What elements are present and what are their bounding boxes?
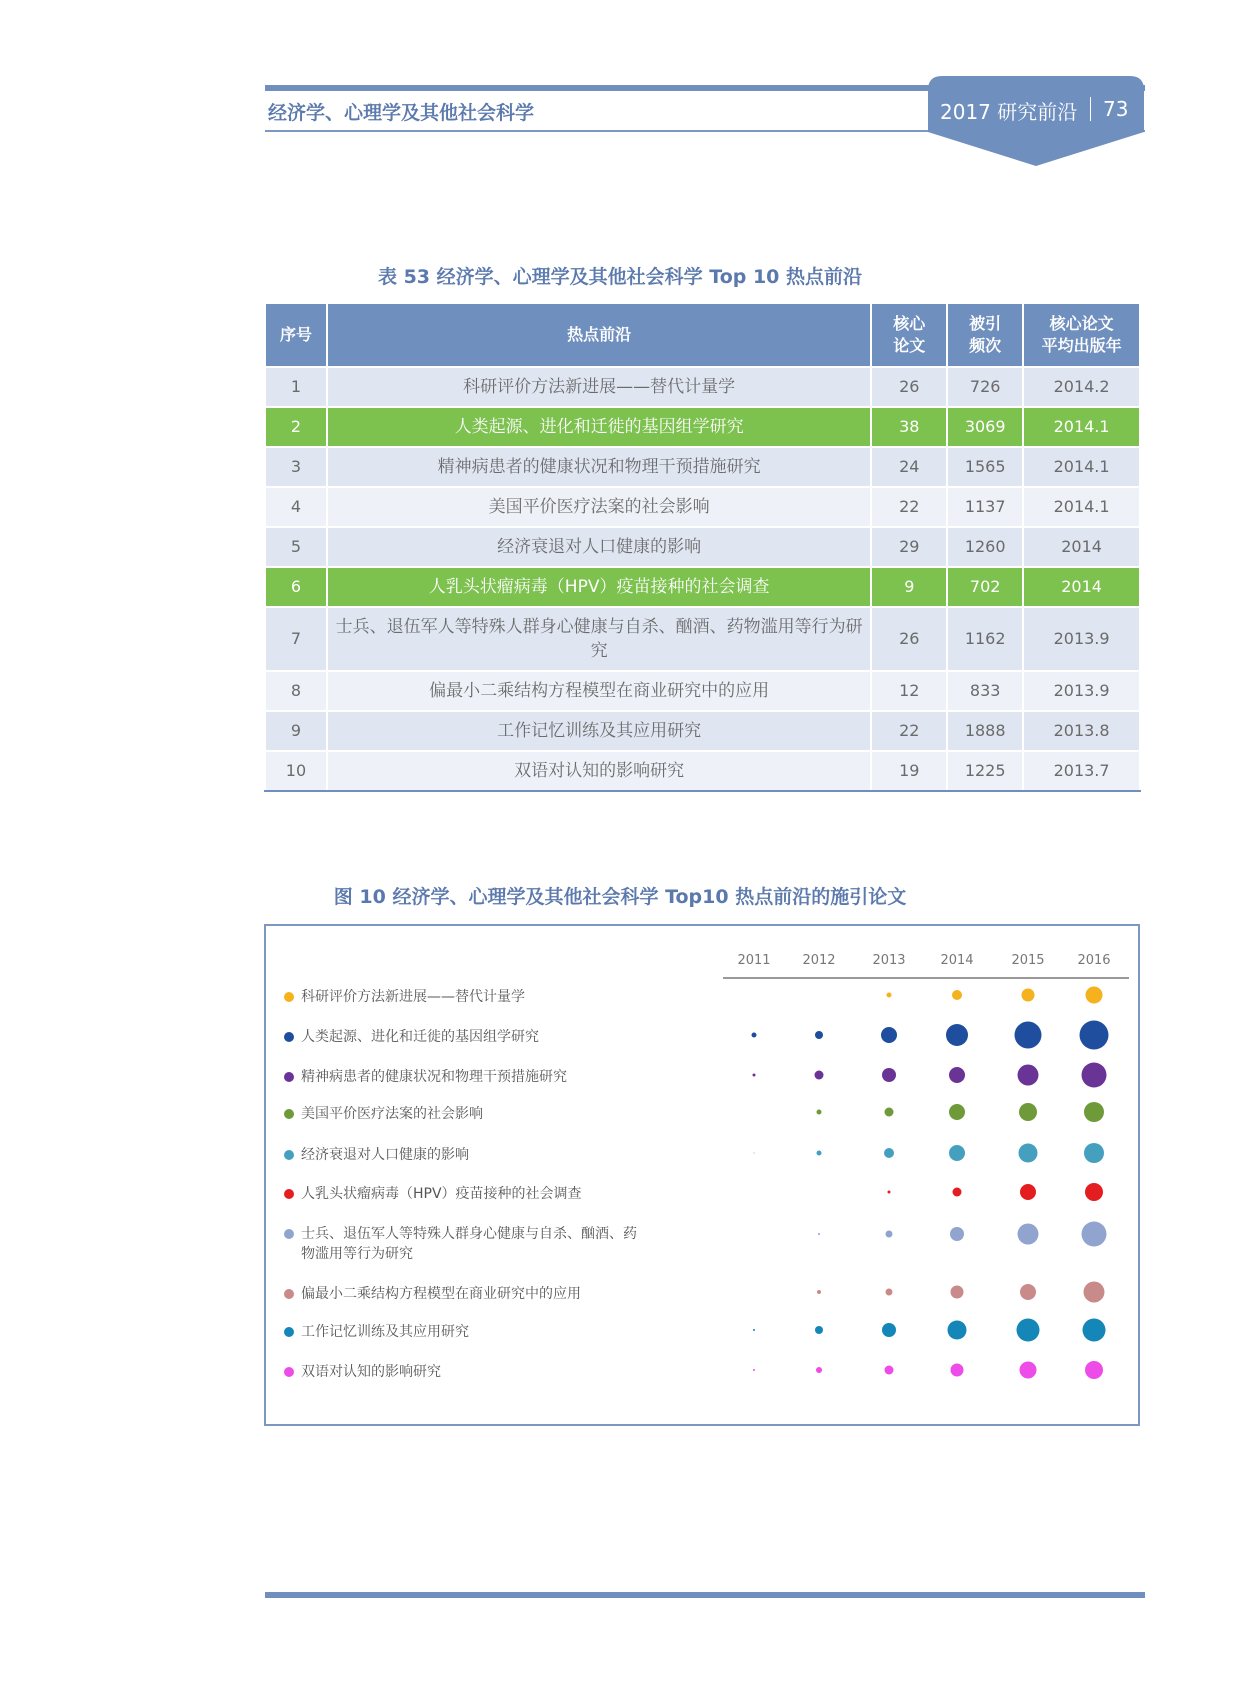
cell-year: 2014 bbox=[1023, 527, 1140, 567]
cell-cited: 1260 bbox=[947, 527, 1023, 567]
bubble-point bbox=[1084, 1143, 1104, 1163]
legend-dot bbox=[284, 1072, 294, 1082]
cell-front: 人乳头状瘤病毒（HPV）疫苗接种的社会调查 bbox=[327, 567, 871, 607]
cell-year: 2014.1 bbox=[1023, 407, 1140, 447]
bubble-point bbox=[888, 1191, 891, 1194]
legend-dot bbox=[284, 1150, 294, 1160]
legend-label: 双语对认知的影响研究 bbox=[301, 1364, 441, 1380]
legend-label: 经济衰退对人口健康的影响 bbox=[301, 1147, 469, 1163]
bubble-point bbox=[1084, 1102, 1104, 1122]
cell-cited: 3069 bbox=[947, 407, 1023, 447]
cell-core: 24 bbox=[871, 447, 947, 487]
cell-year: 2014 bbox=[1023, 567, 1140, 607]
bubble-point bbox=[881, 1027, 897, 1043]
col-header-cited: 被引 频次 bbox=[947, 303, 1023, 367]
bubble-point bbox=[951, 1364, 964, 1377]
bubble-point bbox=[950, 1227, 964, 1241]
cell-front: 双语对认知的影响研究 bbox=[327, 751, 871, 791]
cell-index: 3 bbox=[265, 447, 327, 487]
cell-front: 人类起源、进化和迁徙的基因组学研究 bbox=[327, 407, 871, 447]
col-header-core: 核心 论文 bbox=[871, 303, 947, 367]
bubble-point bbox=[1018, 1224, 1039, 1245]
cell-front: 美国平价医疗法案的社会影响 bbox=[327, 487, 871, 527]
year-axis-line bbox=[723, 977, 1129, 979]
bubble-point bbox=[1020, 1284, 1036, 1300]
table-header-row bbox=[265, 303, 1140, 367]
bubble-point bbox=[949, 1145, 965, 1161]
cell-cited: 833 bbox=[947, 671, 1023, 711]
cell-index: 10 bbox=[265, 751, 327, 791]
cell-core: 9 bbox=[871, 567, 947, 607]
bubble-point bbox=[815, 1071, 824, 1080]
legend-label: 美国平价医疗法案的社会影响 bbox=[301, 1106, 483, 1122]
cell-year: 2014.2 bbox=[1023, 367, 1140, 407]
legend-label: 人乳头状瘤病毒（HPV）疫苗接种的社会调查 bbox=[301, 1186, 582, 1202]
table-row bbox=[265, 447, 1140, 487]
legend-item bbox=[284, 1027, 724, 1047]
bubble-point bbox=[1020, 1362, 1037, 1379]
bubble-point bbox=[753, 1329, 755, 1331]
bubble-point bbox=[817, 1151, 822, 1156]
report-label: 2017 研究前沿 bbox=[940, 100, 1078, 124]
cell-core: 12 bbox=[871, 671, 947, 711]
cell-index: 9 bbox=[265, 711, 327, 751]
bubble-point bbox=[752, 1033, 757, 1038]
legend-dot bbox=[284, 1109, 294, 1119]
bubble-point bbox=[1082, 1063, 1107, 1088]
bubble-point bbox=[885, 1108, 894, 1117]
bubble-point bbox=[1018, 1065, 1039, 1086]
cell-index: 7 bbox=[265, 607, 327, 671]
footer-rule bbox=[265, 1592, 1145, 1598]
legend-dot bbox=[284, 1189, 294, 1199]
cell-index: 4 bbox=[265, 487, 327, 527]
bubble-point bbox=[815, 1326, 823, 1334]
bubble-point bbox=[753, 1369, 755, 1371]
legend-item bbox=[284, 1322, 724, 1342]
legend-label: 精神病患者的健康状况和物理干预措施研究 bbox=[301, 1069, 567, 1085]
cell-cited: 1162 bbox=[947, 607, 1023, 671]
bubble-point bbox=[1022, 989, 1035, 1002]
bubble-point bbox=[817, 1110, 822, 1115]
cell-year: 2014.1 bbox=[1023, 447, 1140, 487]
legend-label: 工作记忆训练及其应用研究 bbox=[301, 1324, 469, 1340]
cell-year: 2013.7 bbox=[1023, 751, 1140, 791]
bubble-point bbox=[953, 1188, 962, 1197]
legend-item bbox=[284, 1067, 724, 1087]
cell-cited: 1225 bbox=[947, 751, 1023, 791]
bubble-point bbox=[946, 1024, 968, 1046]
bubble-point bbox=[882, 1323, 896, 1337]
col-header-year: 核心论文 平均出版年 bbox=[1023, 303, 1140, 367]
bubble-point bbox=[1086, 987, 1103, 1004]
legend-item bbox=[284, 1362, 724, 1382]
col-header-index: 序号 bbox=[265, 303, 327, 367]
cell-index: 5 bbox=[265, 527, 327, 567]
bubble-point bbox=[1080, 1021, 1109, 1050]
table-row bbox=[265, 751, 1140, 791]
cell-core: 26 bbox=[871, 367, 947, 407]
legend-dot bbox=[284, 1229, 294, 1239]
legend-dot bbox=[284, 992, 294, 1002]
cell-front: 士兵、退伍军人等特殊人群身心健康与自杀、酗酒、药物滥用等行为研究 bbox=[327, 607, 871, 671]
table-row bbox=[265, 567, 1140, 607]
legend-label: 偏最小二乘结构方程模型在商业研究中的应用 bbox=[301, 1286, 581, 1302]
table-row bbox=[265, 487, 1140, 527]
bubble-point bbox=[1019, 1144, 1038, 1163]
cell-year: 2014.1 bbox=[1023, 487, 1140, 527]
cell-core: 26 bbox=[871, 607, 947, 671]
table-row bbox=[265, 711, 1140, 751]
cell-core: 22 bbox=[871, 711, 947, 751]
year-tick-label: 2015 bbox=[1011, 953, 1045, 968]
bubble-point bbox=[817, 1290, 821, 1294]
bubble-point bbox=[1085, 1361, 1103, 1379]
cell-core: 38 bbox=[871, 407, 947, 447]
cell-cited: 726 bbox=[947, 367, 1023, 407]
legend-dot bbox=[284, 1032, 294, 1042]
figure-caption: 图 10 经济学、心理学及其他社会科学 Top10 热点前沿的施引论文 bbox=[333, 886, 907, 908]
cell-front: 精神病患者的健康状况和物理干预措施研究 bbox=[327, 447, 871, 487]
bubble-point bbox=[1084, 1282, 1105, 1303]
legend-label: 科研评价方法新进展——替代计量学 bbox=[301, 989, 525, 1005]
cell-core: 29 bbox=[871, 527, 947, 567]
bubble-point bbox=[1015, 1022, 1042, 1049]
bubble-point bbox=[1017, 1319, 1040, 1342]
bubble-point bbox=[1019, 1103, 1037, 1121]
cell-front: 经济衰退对人口健康的影响 bbox=[327, 527, 871, 567]
col-header-front: 热点前沿 bbox=[327, 303, 871, 367]
cell-index: 2 bbox=[265, 407, 327, 447]
bubble-point bbox=[816, 1367, 822, 1373]
legend-dot bbox=[284, 1367, 294, 1377]
legend-item bbox=[284, 1224, 724, 1268]
table-row bbox=[265, 407, 1140, 447]
legend-item bbox=[284, 987, 724, 1007]
cell-year: 2013.8 bbox=[1023, 711, 1140, 751]
bubble-point bbox=[1020, 1184, 1036, 1200]
year-tick-label: 2012 bbox=[802, 953, 836, 968]
cell-year: 2013.9 bbox=[1023, 607, 1140, 671]
bubble-point bbox=[949, 1067, 965, 1083]
legend-label: 人类起源、进化和迁徙的基因组学研究 bbox=[301, 1029, 539, 1045]
cell-cited: 1137 bbox=[947, 487, 1023, 527]
bubble-point bbox=[754, 1153, 755, 1154]
table-row bbox=[265, 527, 1140, 567]
legend-item bbox=[284, 1145, 724, 1165]
bubble-point bbox=[1085, 1183, 1103, 1201]
year-tick-label: 2013 bbox=[872, 953, 906, 968]
bubble-point bbox=[886, 1289, 893, 1296]
legend-dot bbox=[284, 1327, 294, 1337]
bubble-point bbox=[882, 1068, 896, 1082]
section-title: 经济学、心理学及其他社会科学 bbox=[268, 102, 535, 124]
bubble-point bbox=[815, 1031, 823, 1039]
table-caption: 表 53 经济学、心理学及其他社会科学 Top 10 热点前沿 bbox=[377, 266, 863, 288]
year-tick-label: 2014 bbox=[940, 953, 974, 968]
cell-year: 2013.9 bbox=[1023, 671, 1140, 711]
tab-separator bbox=[1090, 97, 1091, 121]
cell-cited: 1565 bbox=[947, 447, 1023, 487]
legend-item bbox=[284, 1284, 724, 1304]
legend-item bbox=[284, 1184, 724, 1204]
bubble-point bbox=[948, 1321, 967, 1340]
year-tick-label: 2011 bbox=[737, 953, 771, 968]
bubble-point bbox=[952, 990, 962, 1000]
bubble-point bbox=[1082, 1222, 1107, 1247]
bubble-point bbox=[886, 1231, 893, 1238]
bubble-point bbox=[753, 1074, 756, 1077]
bubble-point bbox=[1083, 1319, 1106, 1342]
legend-item bbox=[284, 1104, 724, 1124]
bubble-point bbox=[884, 1148, 894, 1158]
cell-cited: 1888 bbox=[947, 711, 1023, 751]
year-tick-label: 2016 bbox=[1077, 953, 1111, 968]
bubble-point bbox=[951, 1286, 964, 1299]
table-row bbox=[265, 367, 1140, 407]
hotspot-table bbox=[264, 302, 1141, 792]
bubble-point bbox=[818, 1233, 820, 1235]
cell-cited: 702 bbox=[947, 567, 1023, 607]
legend-dot bbox=[284, 1289, 294, 1299]
cell-core: 19 bbox=[871, 751, 947, 791]
cell-index: 6 bbox=[265, 567, 327, 607]
table-row bbox=[265, 607, 1140, 671]
cell-front: 偏最小二乘结构方程模型在商业研究中的应用 bbox=[327, 671, 871, 711]
table-row bbox=[265, 671, 1140, 711]
bubble-point bbox=[885, 1366, 894, 1375]
legend-label: 士兵、退伍军人等特殊人群身心健康与自杀、酗酒、药物滥用等行为研究 bbox=[301, 1226, 637, 1262]
cell-front: 工作记忆训练及其应用研究 bbox=[327, 711, 871, 751]
cell-index: 1 bbox=[265, 367, 327, 407]
page-number: 73 bbox=[1103, 97, 1129, 121]
cell-index: 8 bbox=[265, 671, 327, 711]
bubble-point bbox=[949, 1104, 965, 1120]
cell-front: 科研评价方法新进展——替代计量学 bbox=[327, 367, 871, 407]
cell-core: 22 bbox=[871, 487, 947, 527]
bubble-point bbox=[887, 993, 892, 998]
